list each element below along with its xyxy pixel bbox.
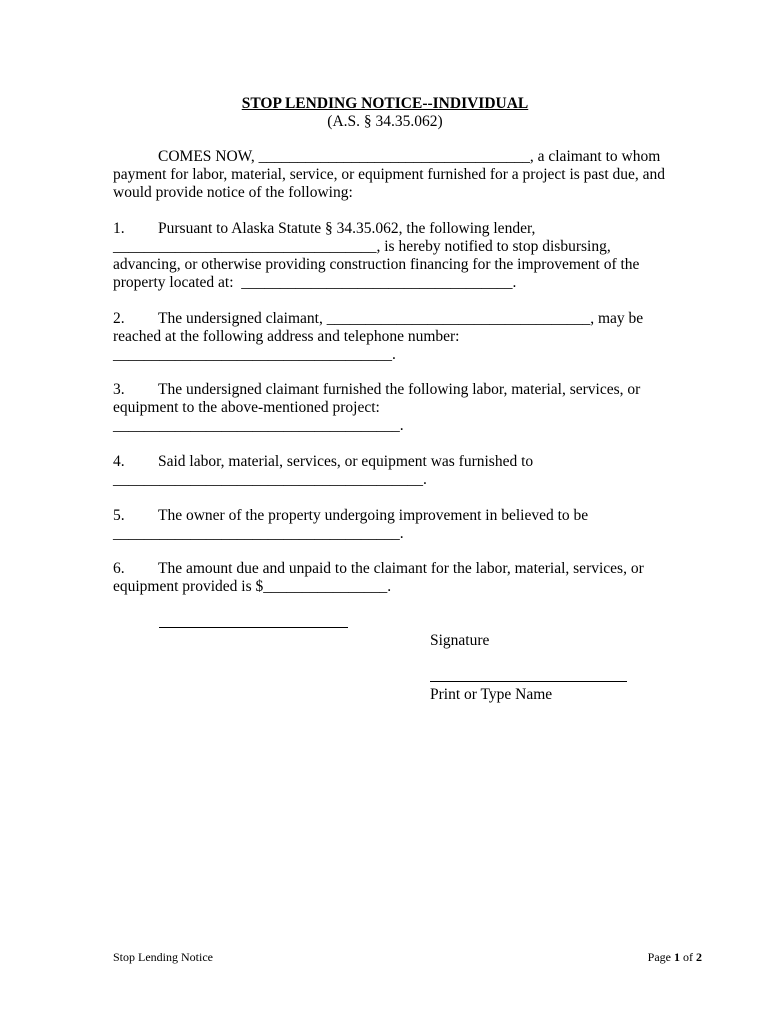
item-5: [113, 507, 673, 543]
print-name-line: [430, 681, 627, 682]
item-number: 6.: [113, 560, 125, 577]
item-6: [113, 560, 673, 596]
item-line: equipment to the above-mentioned project:: [113, 399, 380, 416]
item-line: ________________________________________.: [113, 471, 427, 488]
item-line: The undersigned claimant furnished the following labor, material, services, or: [158, 381, 641, 398]
document-title: STOP LENDING NOTICE--INDIVIDUAL: [241, 95, 529, 112]
item-3: [113, 381, 673, 435]
page-prefix: Page: [647, 950, 674, 964]
item-line: Pursuant to Alaska Statute § 34.35.062, the following lender,: [158, 220, 536, 237]
item-line: Said labor, material, services, or equipment was furnished to: [158, 453, 534, 470]
signature-label: Signature: [430, 632, 490, 649]
intro-paragraph: [113, 148, 673, 202]
item-number: 5.: [113, 507, 125, 524]
item-4: [113, 453, 673, 489]
item-line: reached at the following address and telephone number:: [113, 328, 460, 345]
item-line: advancing, or otherwise providing construction financing for the improvement of the: [113, 256, 640, 273]
item-number: 1.: [113, 220, 125, 237]
item-line: _____________________________________.: [113, 417, 404, 434]
footer-title: Stop Lending Notice: [113, 950, 213, 964]
intro-line: COMES NOW, ___________________________________, a claimant to whom: [158, 148, 661, 165]
document-subtitle: (A.S. § 34.35.062): [327, 113, 443, 130]
item-number: 2.: [113, 310, 125, 327]
print-name-label: Print or Type Name: [430, 686, 553, 703]
item-line: _____________________________________.: [113, 525, 404, 542]
item-line: The owner of the property undergoing improvement in believed to be: [158, 507, 589, 524]
item-line: ____________________________________.: [113, 346, 396, 363]
page-of: of: [680, 950, 696, 964]
item-1: [113, 220, 673, 292]
item-2: [113, 310, 673, 364]
item-line: The undersigned claimant, __________________________________, may be: [158, 310, 644, 327]
intro-line: would provide notice of the following:: [113, 184, 353, 201]
item-line: equipment provided is $________________.: [113, 578, 392, 595]
page-number: [648, 948, 702, 966]
date-signature-line: [159, 627, 348, 628]
item-line: __________________________________, is hereby notified to stop disbursing,: [113, 238, 611, 255]
page-total: 2: [696, 950, 702, 964]
item-number: 4.: [113, 453, 125, 470]
item-number: 3.: [113, 381, 125, 398]
item-line: property located at: ___________________________________.: [113, 274, 517, 291]
item-line: The amount due and unpaid to the claimant for the labor, material, services, or: [158, 560, 644, 577]
intro-line: payment for labor, material, service, or equipment furnished for a project is past due, and: [113, 166, 666, 183]
page-current: 1: [674, 950, 680, 964]
